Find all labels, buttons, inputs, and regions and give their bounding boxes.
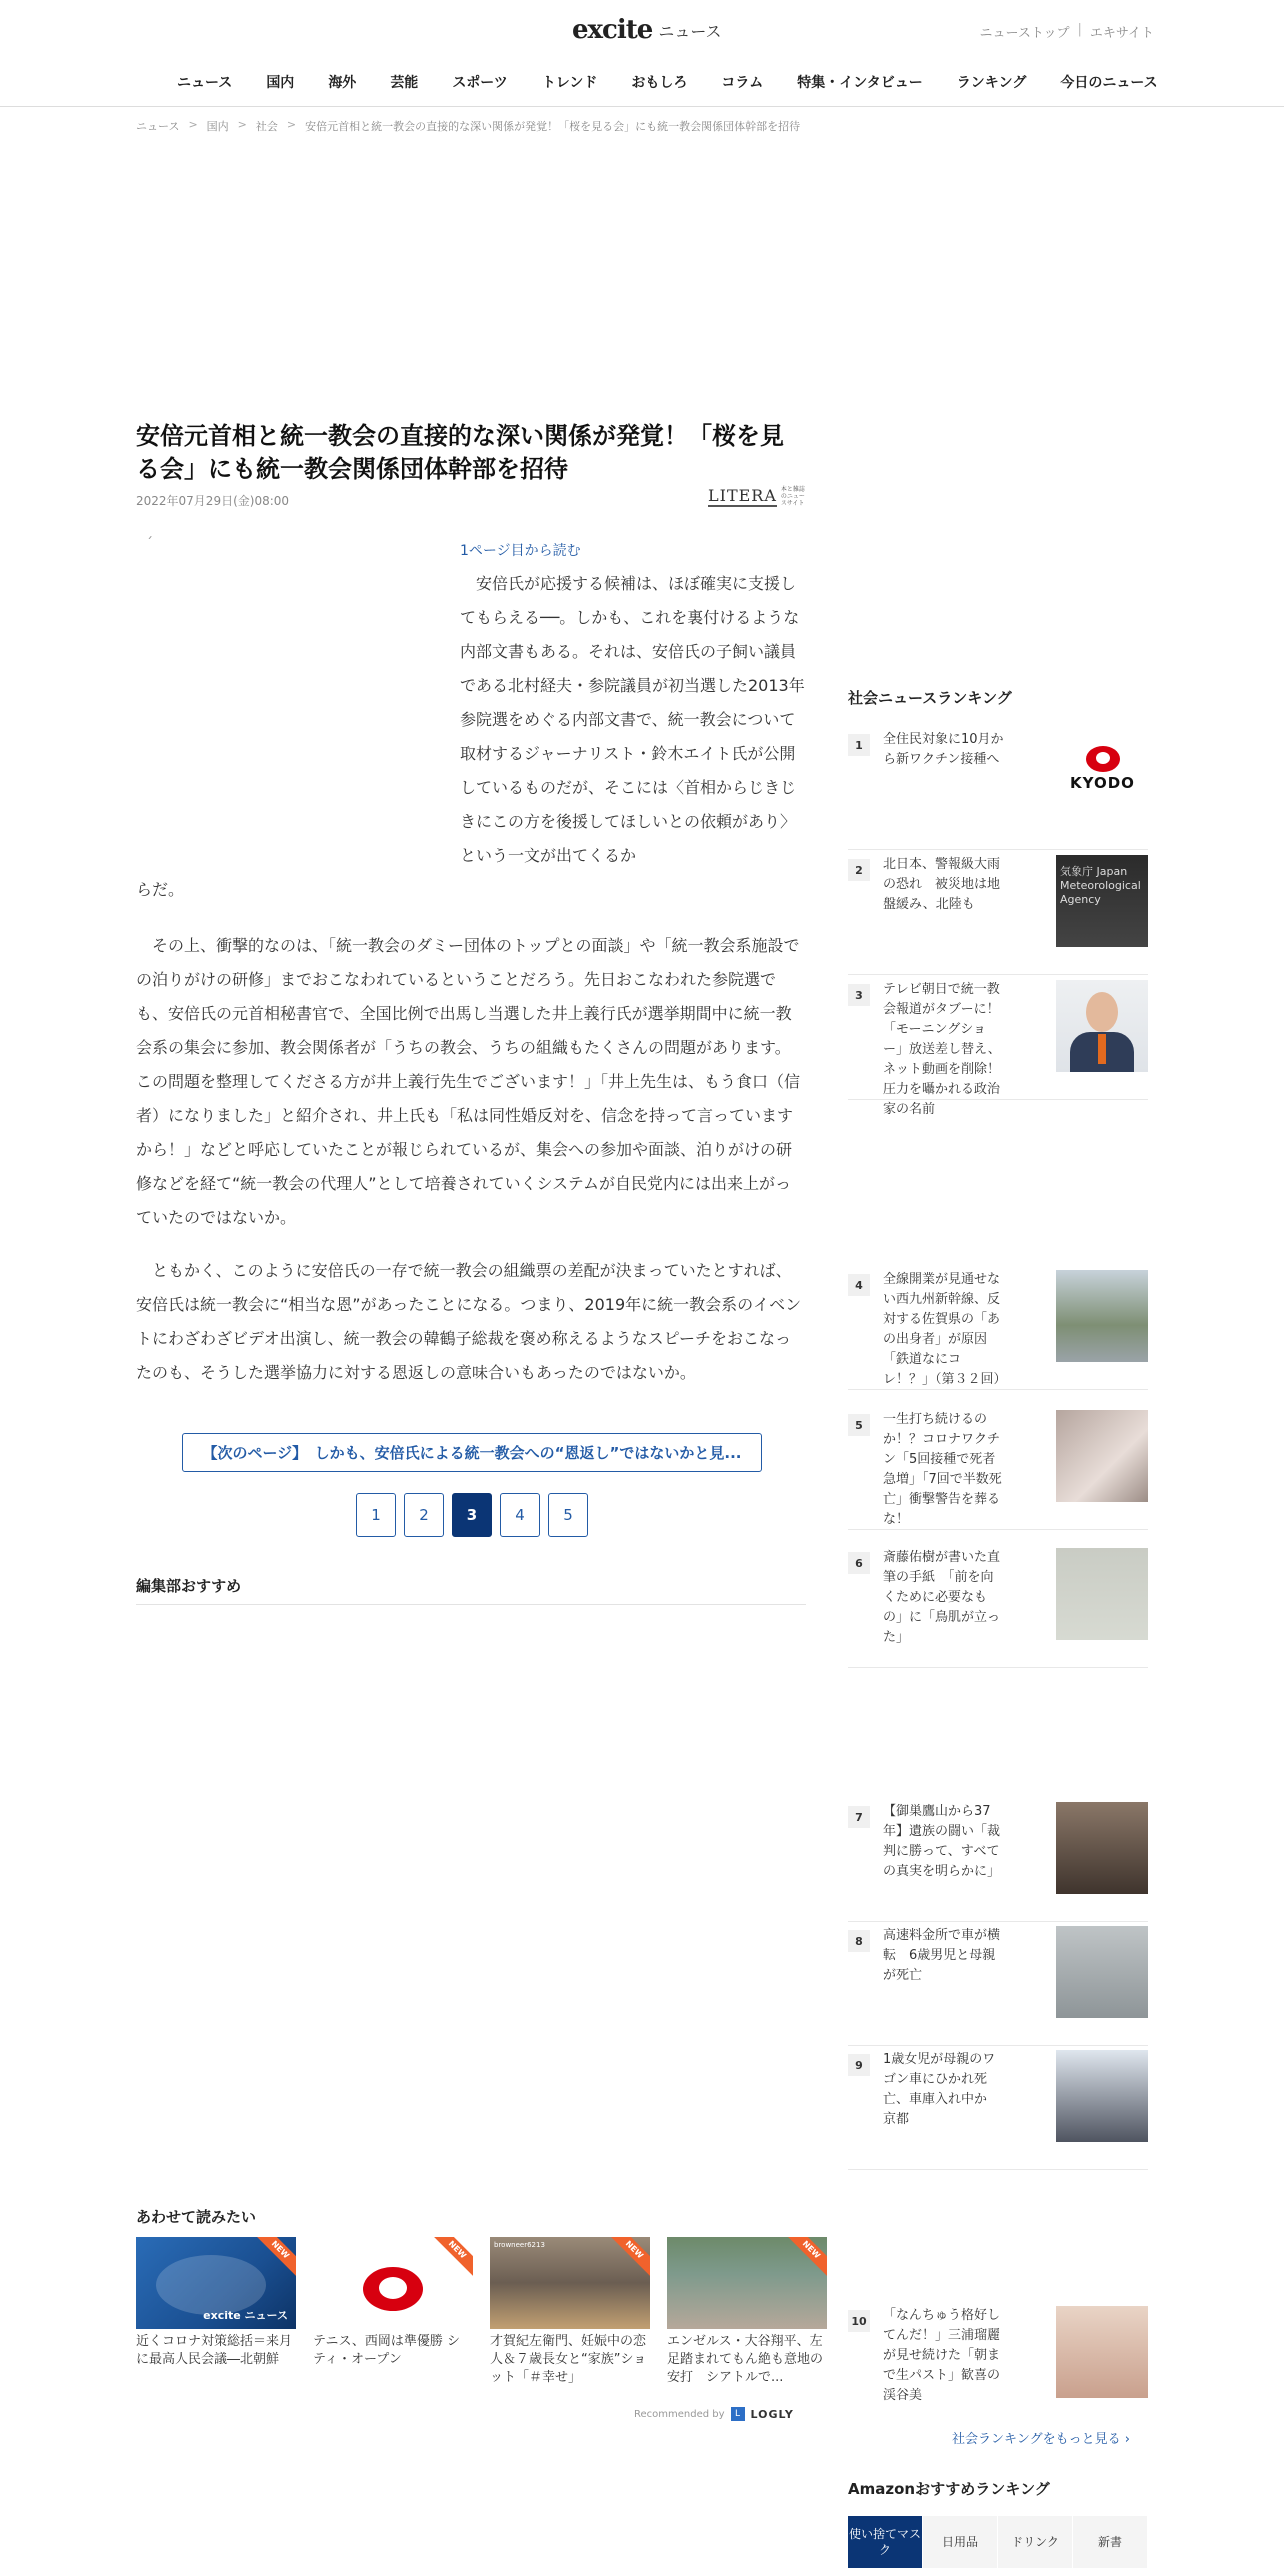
editor-pick-heading: 編集部おすすめ bbox=[136, 1575, 806, 1605]
header-links bbox=[980, 22, 1154, 41]
tab-daily-goods[interactable]: 日用品 bbox=[923, 2516, 998, 2568]
rank-title[interactable]: 1歳女児が母親のワゴン車にひかれ死亡、車庫入れ中か 京都 bbox=[883, 2052, 1001, 2127]
litera-logo-subtext: 本と雑誌のニュースサイト bbox=[780, 485, 805, 507]
rank-thumbnail[interactable] bbox=[1056, 980, 1148, 1072]
nav-item-today[interactable]: 今日のニュース bbox=[1060, 75, 1158, 91]
globe-icon bbox=[156, 2255, 266, 2315]
logly-label[interactable]: LOGLY bbox=[750, 2407, 794, 2421]
site-header bbox=[0, 0, 1284, 107]
nav-item-trend[interactable]: トレンド bbox=[541, 75, 598, 91]
also-read-card[interactable] bbox=[313, 2237, 473, 2387]
rank-title[interactable]: 高速料金所で車が横転 6歳男児と母親が死亡 bbox=[883, 1928, 1001, 1983]
rank-title[interactable]: 【御巣鷹山から37年】遺族の闘い「裁判に勝って、すべての真実を明らかに」 bbox=[883, 1804, 1001, 1879]
logo-sub: ニュース bbox=[658, 21, 722, 41]
rank-thumbnail[interactable] bbox=[1056, 855, 1148, 947]
rank-title[interactable]: 全線開業が見通せない西九州新幹線、反対する佐賀県の「あの出身者」が原因 「鉄道なにコレ！？」（第３２回） bbox=[883, 1272, 1007, 1387]
new-badge: NEW bbox=[608, 2237, 650, 2276]
logly-icon: L bbox=[731, 2407, 745, 2421]
breadcrumb-news[interactable]: ニュース bbox=[136, 120, 180, 133]
card-thumbnail[interactable] bbox=[490, 2237, 650, 2329]
tab-paperback[interactable]: 新書 bbox=[1073, 2516, 1148, 2568]
article-paragraph-2: その上、衝撃的なのは、「統一教会のダミー団体のトップとの面談」や「統一教会系施設での泊りがけの研修」までおこなわれているということだろう。先日おこなわれた参院選でも、安倍氏の元首相秘書官で、全国比例で出馬し当選した井上義行氏が選挙期間中に統一教会系の集会に参加、教会関係者が「うちの教会、うちの組織もたくさんの問題があります。この問題を整理してくださる方が井上義行先生でございます！」「井上先生は、もう食口（信者）になりました」と紹介され、井上氏も「私は同性婚反対を、信念を持って言っていますから！」などと呼応していたことが報じられているが、集会への参加や面談、泊りがけの研修などを経て“統一教会の代理人”として培養されていくシステムが自民党内には出来上がっていたのではないか。 bbox=[136, 936, 801, 1227]
page-button-3-current[interactable]: 3 bbox=[452, 1493, 492, 1537]
ranking-item-8[interactable] bbox=[848, 1926, 1148, 2046]
ranking-item-6[interactable] bbox=[848, 1548, 1148, 1668]
nav-item-column[interactable]: コラム bbox=[721, 75, 764, 91]
rank-title[interactable]: 斎藤佑樹が書いた直筆の手紙 「前を向くために必要なもの」に「鳥肌が立った」 bbox=[883, 1550, 1001, 1645]
card-username: browneer6213 bbox=[494, 2241, 545, 2249]
kyodo-logo-text: KYODO bbox=[1070, 774, 1135, 792]
also-read-card[interactable] bbox=[667, 2237, 827, 2387]
litera-logo[interactable] bbox=[708, 484, 808, 508]
card-thumbnail[interactable] bbox=[313, 2237, 473, 2329]
ranking-item-5[interactable] bbox=[848, 1410, 1148, 1530]
new-badge: NEW bbox=[785, 2237, 827, 2276]
person-face bbox=[1086, 992, 1118, 1032]
article-paragraph-1-end: らだ。 bbox=[136, 880, 185, 899]
article-paragraph-1: 安倍氏が応援する候補は、ほぼ確実に支援してもらえる──。しかも、これを裏付けるような内部文書もある。それは、安倍氏の子飼い議員である北村経夫・参院議員が初当選した2013年参院選をめぐる内部文書で、統一教会について取材するジャーナリスト・鈴木エイト氏が公開しているものだが、そこには〈首相からじきじきにこの方を後援してほしいとの依頼があり〉という一文が出てくるか bbox=[460, 574, 805, 865]
ranking-item-2[interactable] bbox=[848, 855, 1148, 975]
nav-item-overseas[interactable]: 海外 bbox=[328, 75, 357, 91]
page-button-4[interactable]: 4 bbox=[500, 1493, 540, 1537]
rank-number: 6 bbox=[848, 1552, 870, 1574]
breadcrumb-separator: > bbox=[286, 118, 297, 131]
also-read-heading: あわせて読みたい bbox=[136, 2208, 257, 2226]
breadcrumb-domestic[interactable]: 国内 bbox=[206, 120, 229, 133]
card-title[interactable]: テニス、西岡は準優勝 シティ・オープン bbox=[313, 2334, 461, 2367]
also-read-cards bbox=[136, 2237, 827, 2387]
recommended-by bbox=[634, 2407, 794, 2421]
breadcrumb-separator: > bbox=[237, 118, 247, 131]
amazon-ranking-tabs bbox=[848, 2516, 1148, 2568]
breadcrumb-society[interactable]: 社会 bbox=[255, 120, 278, 133]
new-badge: NEW bbox=[431, 2237, 473, 2276]
rank-number: 5 bbox=[848, 1414, 870, 1436]
ranking-item-3[interactable] bbox=[848, 980, 1148, 1117]
header-link-separator: | bbox=[1077, 22, 1082, 37]
rank-number: 3 bbox=[848, 984, 870, 1006]
more-society-ranking-link[interactable] bbox=[952, 2428, 1130, 2447]
rank-number: 2 bbox=[848, 859, 870, 881]
pagination bbox=[356, 1493, 588, 1537]
chevron-right-icon: › bbox=[1124, 2432, 1130, 2447]
person-tie bbox=[1098, 1034, 1106, 1064]
next-page-button[interactable]: 【次のページ】 しかも、安倍氏による統一教会への“恩返し”ではないかと見... bbox=[182, 1433, 762, 1472]
rank-thumbnail[interactable] bbox=[1056, 2306, 1148, 2398]
also-read-card[interactable] bbox=[136, 2237, 296, 2387]
kyodo-logo-inner bbox=[1096, 752, 1110, 764]
card-thumbnail[interactable] bbox=[136, 2237, 296, 2329]
society-ranking-heading: 社会ニュースランキング bbox=[848, 689, 1012, 707]
ranking-item-10[interactable] bbox=[848, 2306, 1148, 2426]
rank-thumbnail[interactable] bbox=[1056, 730, 1148, 822]
nav-item-domestic[interactable]: 国内 bbox=[266, 75, 295, 91]
news-top-link[interactable]: ニューストップ bbox=[979, 26, 1070, 41]
breadcrumb bbox=[136, 118, 800, 134]
card-title[interactable]: 近くコロナ対策総括＝来月に最高人民会議―北朝鮮 bbox=[136, 2334, 293, 2367]
litera-logo-text: LITERA bbox=[708, 485, 777, 505]
excite-link[interactable]: エキサイト bbox=[1089, 26, 1154, 41]
excite-news-logo[interactable] bbox=[572, 12, 722, 48]
rank-thumbnail[interactable] bbox=[1056, 1270, 1148, 1362]
page-button-1[interactable]: 1 bbox=[356, 1493, 396, 1537]
ranking-item-1[interactable] bbox=[848, 730, 1148, 850]
card-thumbnail[interactable] bbox=[667, 2237, 827, 2329]
main-nav bbox=[160, 72, 1175, 92]
rank-title[interactable]: 全住民対象に10月から新ワクチン接種へ bbox=[883, 732, 1004, 767]
more-link-label: 社会ランキングをもっと見る bbox=[952, 2432, 1121, 2447]
card-title[interactable]: エンゼルス・大谷翔平、左足踏まれてもん絶も意地の安打 シアトルで... bbox=[667, 2334, 824, 2385]
ranking-item-7[interactable] bbox=[848, 1802, 1148, 1922]
read-from-first-page-link[interactable]: 1ページ目から読む bbox=[460, 543, 581, 559]
card-title[interactable]: 才賀紀左衛門、妊娠中の恋人＆７歳長女と“家族”ショット「＃幸せ」 bbox=[490, 2334, 647, 2385]
nav-item-sports[interactable]: スポーツ bbox=[452, 75, 508, 91]
nav-item-funny[interactable]: おもしろ bbox=[631, 75, 688, 91]
rank-title[interactable]: 北日本、警報級大雨の恐れ 被災地は地盤緩み、北陸も bbox=[883, 857, 1001, 912]
article-date: 2022年07月29日(金)08:00 bbox=[136, 494, 290, 508]
ranking-item-4[interactable] bbox=[848, 1270, 1148, 1390]
new-badge: NEW bbox=[254, 2237, 296, 2276]
article-paragraph-3: ともかく、このように安倍氏の一存で統一教会の組織票の差配が決まっていたとすれば、安倍氏は統一教会に“相当な恩”があったことになる。つまり、2019年に統一教会系のイベントにわざわざビデオ出演し、統一教会の韓鶴子総裁を褒め称えるようなスピーチをおこなったのも、そうした選挙協力に対する恩返しの意味合いもあったのではないか。 bbox=[136, 1261, 802, 1382]
ranking-item-9[interactable] bbox=[848, 2050, 1148, 2170]
nav-item-news[interactable]: ニュース bbox=[177, 75, 233, 91]
page-button-5[interactable]: 5 bbox=[548, 1493, 588, 1537]
breadcrumb-current: 安倍元首相と統一教会の直接的な深い関係が発覚！「桜を見る会」にも統一教会関係団体幹部を招待 bbox=[305, 120, 801, 133]
rank-thumbnail[interactable] bbox=[1056, 2050, 1148, 2142]
kyodo-logo-inner bbox=[379, 2277, 407, 2299]
rank-thumbnail[interactable] bbox=[1056, 1548, 1148, 1640]
recommended-by-label: Recommended by bbox=[634, 2408, 725, 2420]
rank-number: 4 bbox=[848, 1274, 870, 1296]
nav-item-ranking[interactable]: ランキング bbox=[956, 75, 1027, 91]
nav-item-feature[interactable]: 特集・インタビュー bbox=[797, 75, 923, 91]
jma-sign-text: 気象庁 Japan Meteorological Agency bbox=[1060, 865, 1141, 906]
rank-number: 7 bbox=[848, 1806, 870, 1828]
tab-drinks[interactable]: ドリンク bbox=[998, 2516, 1073, 2568]
tab-disposable-mask[interactable]: 使い捨てマスク bbox=[848, 2516, 923, 2568]
image-placeholder-mark: ´ bbox=[146, 536, 153, 552]
card-brand-label: excite ニュース bbox=[203, 2309, 288, 2322]
rank-number: 1 bbox=[848, 734, 870, 756]
breadcrumb-separator: > bbox=[188, 118, 198, 131]
logo-main: excite bbox=[572, 15, 653, 45]
rank-thumbnail[interactable] bbox=[1056, 1410, 1148, 1502]
rank-number: 8 bbox=[848, 1930, 870, 1952]
rank-title[interactable]: テレビ朝日で統一教会報道がタブーに！「モーニングショー」放送差し替え、ネット動画を削除！圧力を囁かれる政治家の名前 bbox=[883, 982, 1001, 1117]
rank-title[interactable]: 一生打ち続けるのか！？コロナワクチン「5回接種で死者急増」「7回で半数死亡」衝撃警告を葬るな！ bbox=[883, 1412, 1002, 1527]
nav-item-entertainment[interactable]: 芸能 bbox=[390, 75, 419, 91]
page-button-2[interactable]: 2 bbox=[404, 1493, 444, 1537]
article-title: 安倍元首相と統一教会の直接的な深い関係が発覚！「桜を見る会」にも統一教会関係団体幹部を招待 bbox=[136, 422, 784, 483]
rank-number: 10 bbox=[848, 2310, 870, 2332]
rank-thumbnail[interactable] bbox=[1056, 1926, 1148, 2018]
rank-title[interactable]: 「なんちゅう格好してんだ！」三浦瑠麗が見せ続けた「朝まで生パスト」歓喜の渓谷美 bbox=[883, 2308, 1001, 2403]
amazon-ranking-heading: Amazonおすすめランキング bbox=[848, 2480, 1050, 2498]
also-read-card[interactable] bbox=[490, 2237, 650, 2387]
rank-thumbnail[interactable] bbox=[1056, 1802, 1148, 1894]
rank-number: 9 bbox=[848, 2054, 870, 2076]
